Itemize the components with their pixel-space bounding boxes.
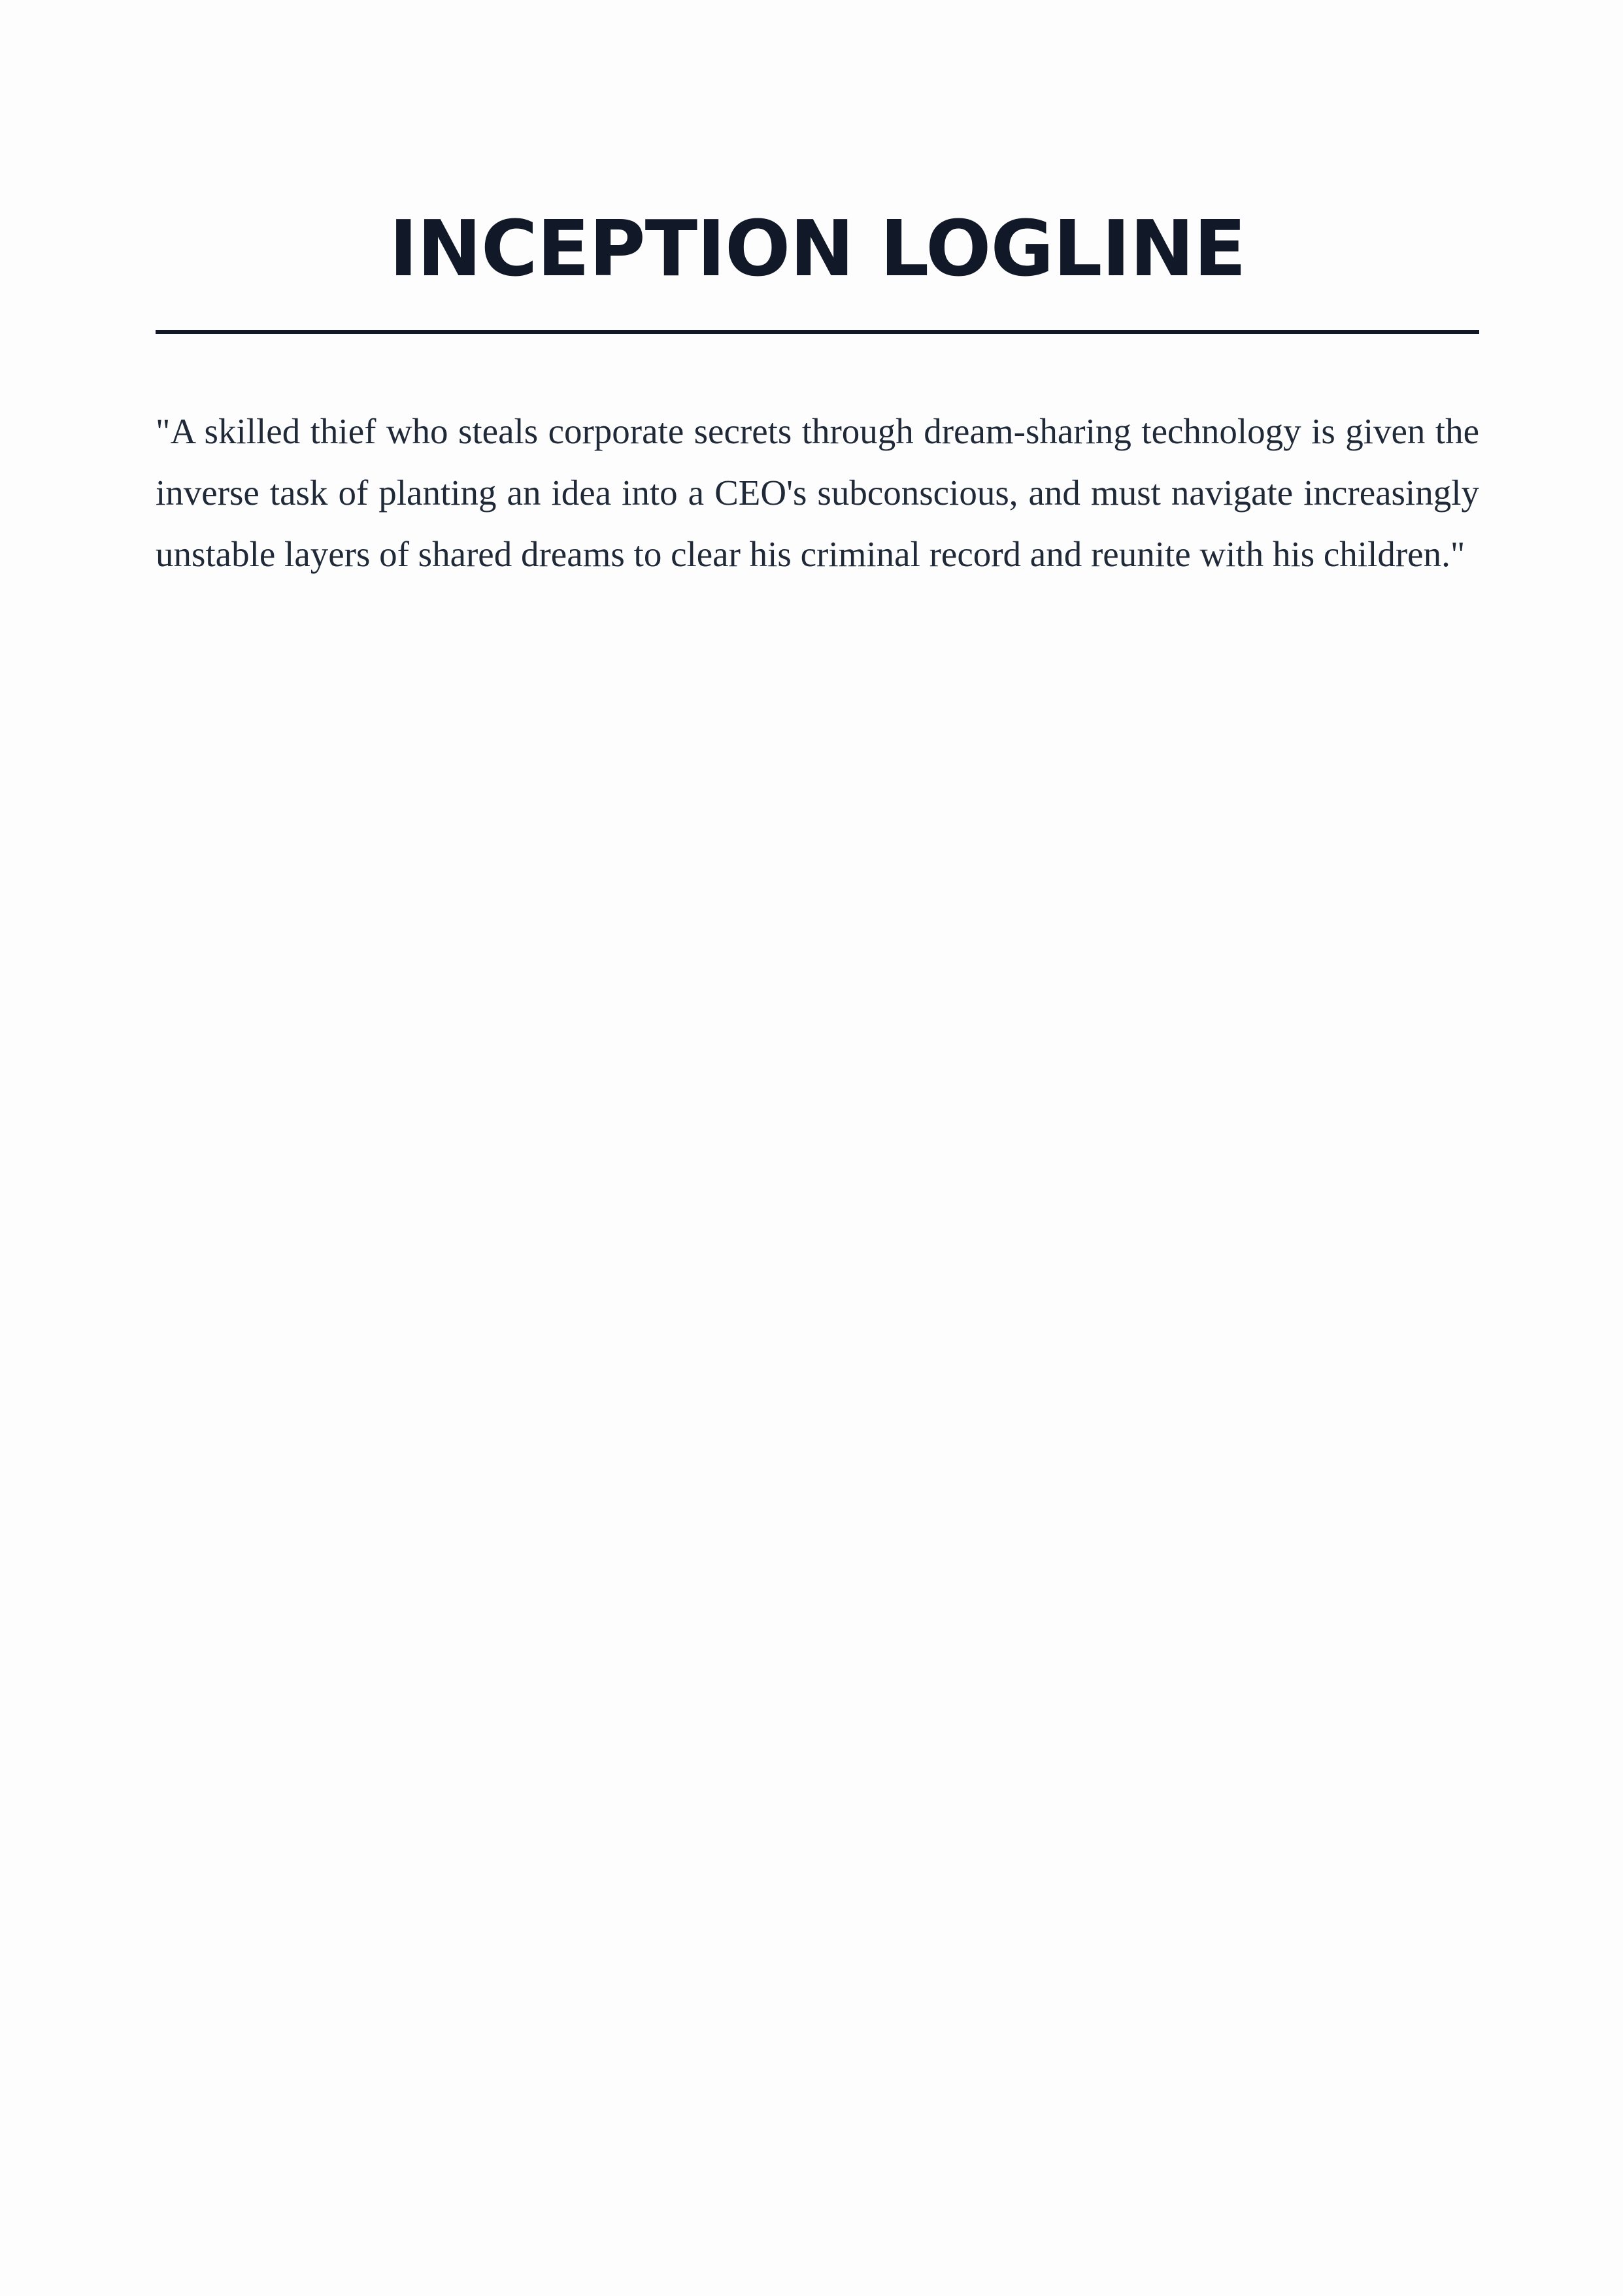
logline-paragraph: "A skilled thief who steals corporate secrets through dream-sharing technology is given the inverse task of planting an idea into a CEO's subconscious, and must navigate increasingly unstable layers of shared dreams to clear his criminal record and reunite with his children." [156,411,1479,574]
title-divider [156,330,1479,334]
document-title: INCEPTION LOGLINE [389,203,1246,294]
